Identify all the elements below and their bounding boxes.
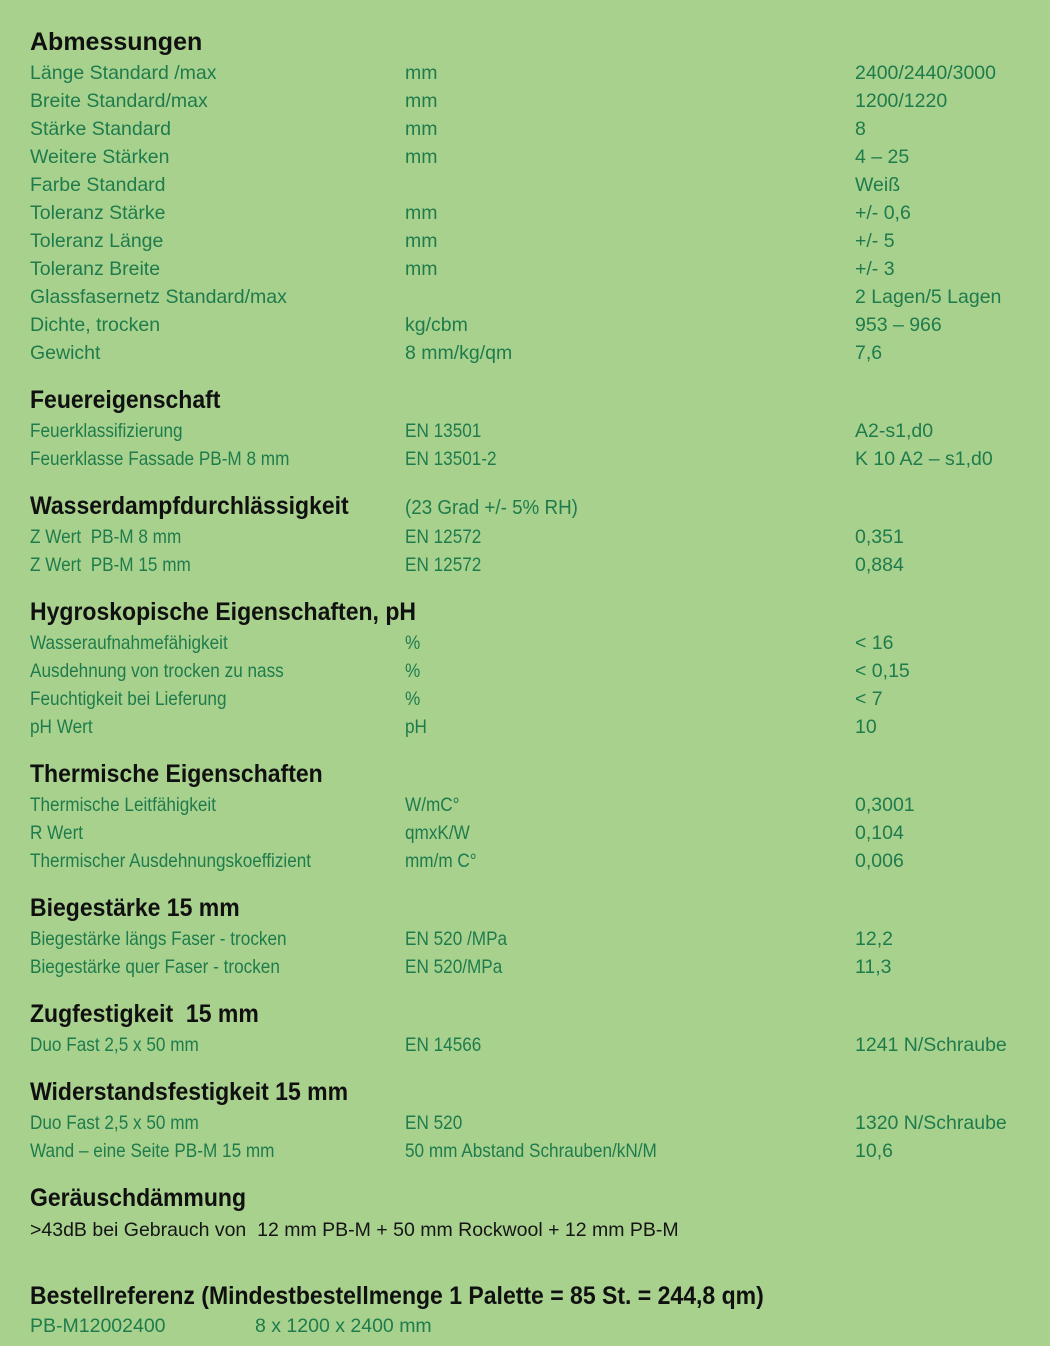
section-biegestaerke [30, 892, 1050, 981]
table-row [30, 115, 1050, 143]
row-value: 7,6 [855, 342, 883, 364]
row-value: 11,3 [855, 956, 892, 978]
table-row [30, 143, 1050, 171]
row-unit: mm [405, 118, 438, 140]
section-bestellreferenz [30, 1280, 1050, 1340]
section-title: Thermische Eigenschaften [30, 760, 323, 788]
table-row [30, 283, 1050, 311]
row-unit: % [405, 660, 421, 682]
table-row [30, 227, 1050, 255]
row-label: Weitere Stärken [30, 146, 170, 168]
section-zugfestigkeit [30, 998, 1050, 1059]
table-row [30, 629, 1050, 657]
row-value: 0,006 [855, 850, 904, 872]
row-label: Farbe Standard [30, 174, 166, 196]
row-value: 10,6 [855, 1140, 893, 1162]
section-feuereigenschaft [30, 384, 1050, 473]
row-value: 0,104 [855, 822, 904, 844]
section-title: Hygroskopische Eigenschaften, pH [30, 598, 416, 626]
row-unit: % [405, 688, 421, 710]
section-title: Biegestärke 15 mm [30, 894, 240, 922]
row-value: +/- 3 [855, 258, 895, 280]
table-row [30, 791, 1050, 819]
section-heading [30, 26, 1050, 58]
row-unit [405, 283, 855, 311]
row-unit: 8 mm/kg/qm [405, 342, 513, 364]
row-label: Z Wert PB-M 15 mm [30, 554, 191, 576]
row-value: +/- 0,6 [855, 202, 911, 224]
section-rows [30, 791, 1050, 875]
row-label: Z Wert PB-M 8 mm [30, 526, 182, 548]
section-heading [30, 596, 1050, 628]
row-label: Wasseraufnahmefähigkeit [30, 632, 228, 654]
row-value: 0,884 [855, 554, 904, 576]
row-value: 10 [855, 716, 877, 738]
noise-insulation-note: >43dB bei Gebrauch von 12 mm PB-M + 50 mm Rockwool + 12 mm PB-M [30, 1219, 679, 1241]
table-row [30, 953, 1050, 981]
table-row [30, 551, 1050, 579]
section-rows [30, 629, 1050, 741]
row-unit: EN 520/MPa [405, 956, 503, 978]
section-title: Geräuschdämmung [30, 1184, 246, 1212]
row-label: Toleranz Breite [30, 258, 161, 280]
section-heading [30, 384, 1050, 416]
row-unit: mm [405, 202, 438, 224]
row-value: 953 – 966 [855, 314, 942, 336]
section-title-suffix: (23 Grad +/- 5% RH) [405, 497, 578, 519]
table-row [30, 445, 1050, 473]
row-value: < 16 [855, 632, 894, 654]
row-label: Duo Fast 2,5 x 50 mm [30, 1034, 199, 1056]
row-unit: mm [405, 90, 438, 112]
row-label: Biegestärke quer Faser - trocken [30, 956, 280, 978]
row-value: K 10 A2 – s1,d0 [855, 448, 993, 470]
section-widerstandsfestigkeit [30, 1076, 1050, 1165]
row-label: Glassfasernetz Standard/max [30, 286, 287, 308]
row-value: 0,351 [855, 526, 904, 548]
table-row [30, 1031, 1050, 1059]
row-label: Stärke Standard [30, 118, 171, 140]
table-row [30, 925, 1050, 953]
order-code: PB-M12002400 [30, 1315, 166, 1337]
table-row [30, 657, 1050, 685]
row-value: < 7 [855, 688, 883, 710]
section-heading [30, 1182, 1050, 1214]
row-label: R Wert [30, 822, 84, 844]
order-reference-row [30, 1312, 1050, 1340]
table-row [30, 417, 1050, 445]
section-hygroskopische-eigenschaften [30, 596, 1050, 741]
row-label: Feuerklasse Fassade PB-M 8 mm [30, 448, 290, 470]
section-title: Wasserdampfdurchlässigkeit [30, 492, 349, 520]
row-value: 1241 N/Schraube [855, 1034, 1007, 1056]
row-value: 12,2 [855, 928, 893, 950]
row-unit: pH [405, 716, 427, 738]
table-row [30, 713, 1050, 741]
row-value: 2 Lagen/5 Lagen [855, 286, 1002, 308]
row-label: Biegestärke längs Faser - trocken [30, 928, 287, 950]
table-row [30, 685, 1050, 713]
row-unit: EN 12572 [405, 554, 482, 576]
table-row [30, 199, 1050, 227]
row-unit: 50 mm Abstand Schrauben/kN/M [405, 1140, 657, 1162]
row-unit: % [405, 632, 421, 654]
row-label: Thermische Leitfähigkeit [30, 794, 216, 816]
section-heading [30, 758, 1050, 790]
row-unit: mm [405, 62, 438, 84]
section-heading [30, 998, 1050, 1030]
section-heading [30, 490, 1050, 522]
row-unit: kg/cbm [405, 314, 468, 336]
row-label: Dichte, trocken [30, 314, 161, 336]
table-row [30, 311, 1050, 339]
section-heading [30, 1280, 1050, 1312]
row-label: Toleranz Länge [30, 230, 164, 252]
section-heading [30, 892, 1050, 924]
row-value: A2-s1,d0 [855, 420, 934, 442]
row-unit: mm [405, 146, 438, 168]
table-row [30, 171, 1050, 199]
row-label: Thermischer Ausdehnungskoeffizient [30, 850, 312, 872]
section-title: Bestellreferenz (Mindestbestellmenge 1 Palette = 85 St. = 244,8 qm) [30, 1282, 764, 1310]
section-title: Widerstandsfestigkeit 15 mm [30, 1078, 349, 1106]
row-unit: EN 12572 [405, 526, 482, 548]
section-rows [30, 417, 1050, 473]
row-unit: EN 13501 [405, 420, 482, 442]
row-value: 1320 N/Schraube [855, 1112, 1007, 1134]
row-unit: EN 520 /MPa [405, 928, 508, 950]
row-value: 0,3001 [855, 794, 915, 816]
row-label: Feuchtigkeit bei Lieferung [30, 688, 227, 710]
table-row [30, 1137, 1050, 1165]
section-rows [30, 523, 1050, 579]
table-row [30, 1109, 1050, 1137]
row-unit: mm/m C° [405, 850, 477, 872]
row-unit: EN 13501-2 [405, 448, 497, 470]
section-rows [30, 1109, 1050, 1165]
row-value: 2400/2440/3000 [855, 62, 996, 84]
row-value: Weiß [855, 174, 901, 196]
section-rows [30, 1031, 1050, 1059]
table-row [30, 339, 1050, 367]
row-label: Gewicht [30, 342, 101, 364]
row-unit: qmxK/W [405, 822, 470, 844]
table-row [30, 819, 1050, 847]
row-label: Breite Standard/max [30, 90, 208, 112]
section-geraeuschdaemmung [30, 1182, 1050, 1244]
row-value: 1200/1220 [855, 90, 948, 112]
section-wasserdampfdurchlaessigkeit [30, 490, 1050, 579]
row-unit [405, 171, 855, 199]
row-unit: EN 520 [405, 1112, 463, 1134]
row-label: Feuerklassifizierung [30, 420, 183, 442]
table-row [30, 87, 1050, 115]
row-value: +/- 5 [855, 230, 895, 252]
table-row [30, 255, 1050, 283]
section-abmessungen [30, 26, 1050, 367]
section-title: Feuereigenschaft [30, 386, 221, 414]
row-value: 8 [855, 118, 866, 140]
table-row [30, 523, 1050, 551]
section-heading [30, 1076, 1050, 1108]
row-label: Toleranz Stärke [30, 202, 166, 224]
table-row [30, 847, 1050, 875]
row-unit: mm [405, 258, 438, 280]
section-rows [30, 925, 1050, 981]
section-thermische-eigenschaften [30, 758, 1050, 875]
table-row [30, 59, 1050, 87]
row-label: pH Wert [30, 716, 93, 738]
row-value: 4 – 25 [855, 146, 910, 168]
order-size: 8 x 1200 x 2400 mm [255, 1315, 432, 1337]
row-label: Länge Standard /max [30, 62, 217, 84]
row-unit: EN 14566 [405, 1034, 482, 1056]
section-rows [30, 59, 1050, 367]
section-title: Zugfestigkeit 15 mm [30, 1000, 259, 1028]
row-value: < 0,15 [855, 660, 910, 682]
section-title: Abmessungen [30, 28, 203, 56]
row-unit: W/mC° [405, 794, 460, 816]
row-label: Duo Fast 2,5 x 50 mm [30, 1112, 199, 1134]
row-label: Wand – eine Seite PB-M 15 mm [30, 1140, 275, 1162]
row-unit: mm [405, 230, 438, 252]
row-label: Ausdehnung von trocken zu nass [30, 660, 284, 682]
